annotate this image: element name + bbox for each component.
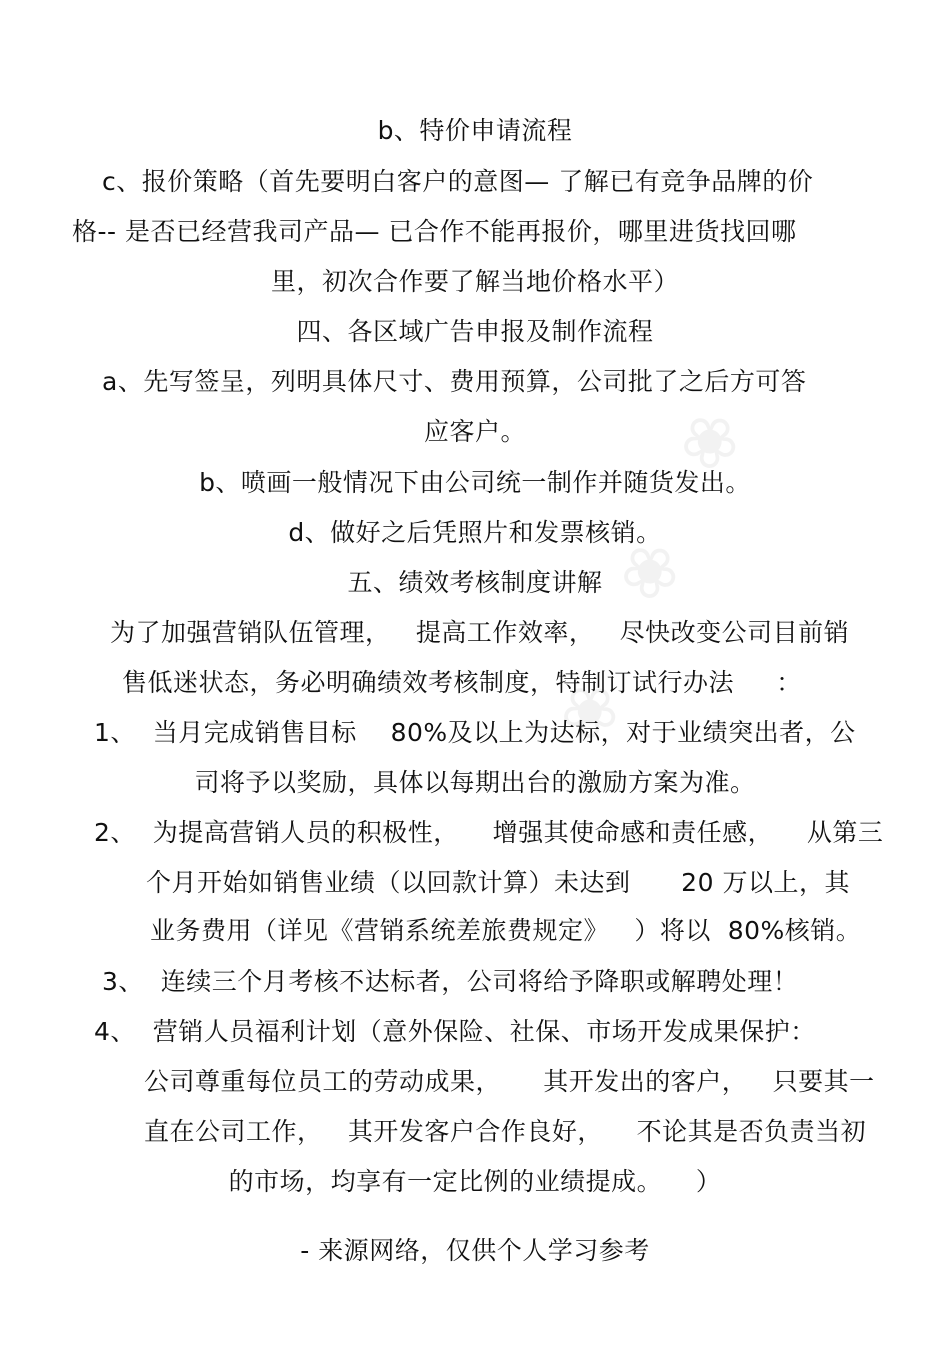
text-line-item-1a: 1、 当月完成销售目标 80%及以上为达标，对于业绩突出者，公 <box>94 718 856 747</box>
text-line-ad-b: b、喷画一般情况下由公司统一制作并随货发出。 <box>199 468 751 497</box>
text-line-special-price: b、特价申请流程 <box>377 116 573 145</box>
text-line-item-4b: 公司尊重每位员工的劳动成果， 其开发出的客户， 只要其一 <box>144 1067 875 1096</box>
text-line-quote-strategy-3: 里，初次合作要了解当地价格水平） <box>270 267 679 296</box>
text-line-item-2a: 2、 为提高营销人员的积极性， 增强其使命感和责任感， 从第三 <box>94 818 884 847</box>
footer-note: - 来源网络，仅供个人学习参考 <box>300 1236 650 1265</box>
section-heading-5: 五、绩效考核制度讲解 <box>347 568 603 597</box>
text-line-item-3: 3、 连续三个月考核不达标者，公司将给予降职或解聘处理！ <box>102 967 799 996</box>
text-line-item-4d: 的市场，均享有一定比例的业绩提成。 ） <box>228 1167 722 1196</box>
section-heading-4: 四、各区域广告申报及制作流程 <box>296 317 654 346</box>
text-line-ad-a-2: 应客户。 <box>423 417 526 446</box>
text-line-intro-2: 售低迷状态，务必明确绩效考核制度，特制订试行办法 ： <box>122 668 802 697</box>
watermark: ❀ ❀ ❀ <box>541 390 757 762</box>
text-line-quote-strategy-2: 格-- 是否已经营我司产品— 已合作不能再报价，哪里进货找回哪 <box>72 217 797 246</box>
text-line-item-4c: 直在公司工作， 其开发客户合作良好， 不论其是否负责当初 <box>144 1117 867 1146</box>
text-line-quote-strategy-1: c、报价策略（首先要明白客户的意图— 了解已有竞争品牌的价 <box>102 167 814 196</box>
text-line-item-2c: 业务费用（详见《营销系统差旅费规定》 ）将以 80%核销。 <box>150 916 862 945</box>
text-line-item-4a: 4、 营销人员福利计划（意外保险、社保、市场开发成果保护： <box>94 1017 816 1046</box>
text-line-item-1b: 司将予以奖励，具体以每期出台的激励方案为准。 <box>194 768 756 797</box>
text-line-intro-1: 为了加强营销队伍管理， 提高工作效率， 尽快改变公司目前销 <box>110 618 850 647</box>
text-line-item-2b: 个月开始如销售业绩（以回款计算）未达到 20 万以上，其 <box>146 868 850 897</box>
text-line-ad-d: d、做好之后凭照片和发票核销。 <box>288 518 662 547</box>
text-line-ad-a-1: a、先写签呈，列明具体尺寸、费用预算，公司批了之后方可答 <box>102 367 807 396</box>
